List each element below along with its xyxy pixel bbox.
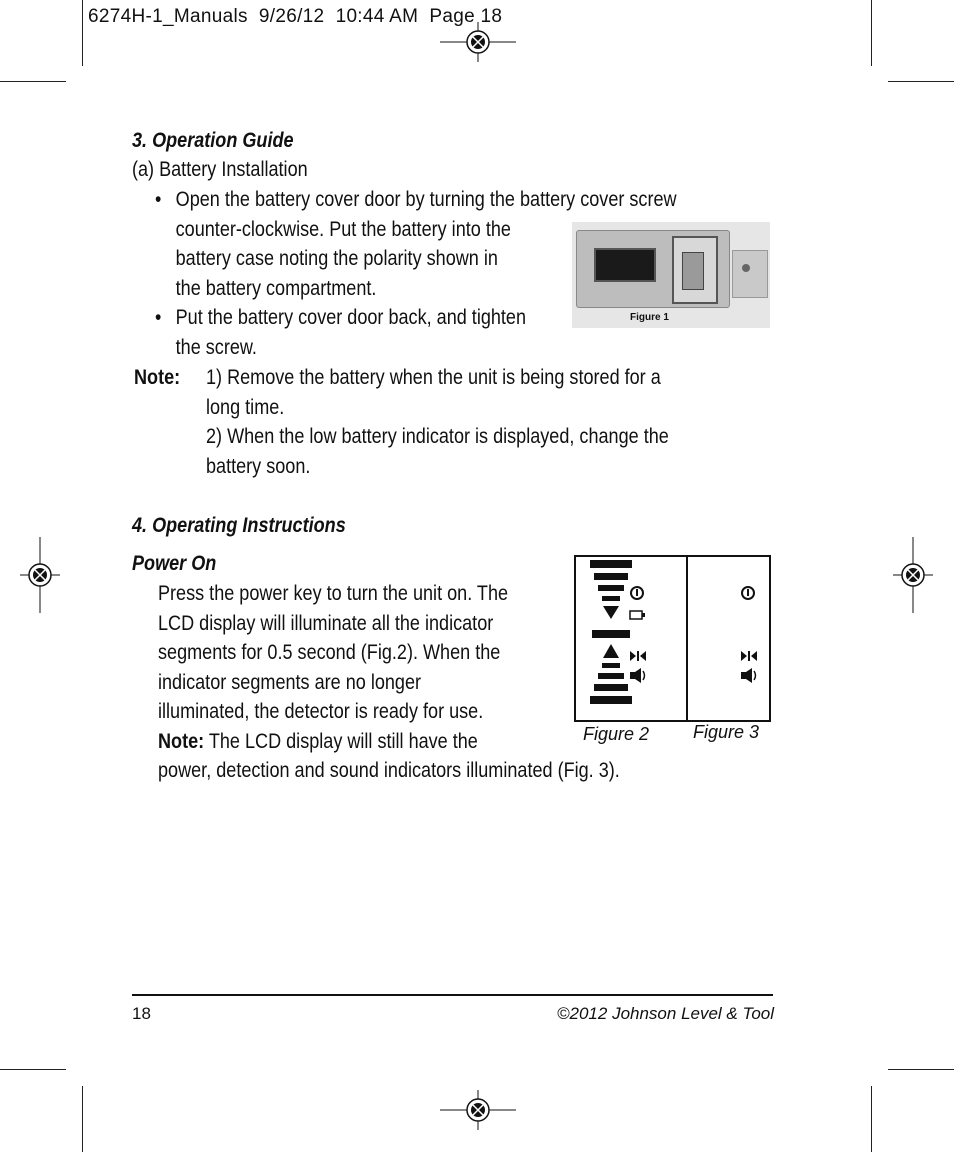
note-line: 1) Remove the battery when the unit is being stored for a: [206, 366, 661, 389]
bullet-2: [155, 303, 526, 362]
footer-rule: [132, 994, 773, 996]
lcd-segments-all: [576, 557, 686, 720]
printer-slug: 6274H-1_Manuals 9/26/12 10:44 AM Page 18: [88, 6, 503, 27]
bullet-dot: •: [155, 306, 162, 329]
section-4-heading: 4. Operating Instructions: [132, 514, 346, 537]
power-icon: [631, 587, 643, 599]
registration-mark-icon: [440, 1090, 516, 1130]
figure-3-lcd: [686, 555, 771, 722]
note-line: long time.: [206, 395, 285, 419]
power-on-paragraph: [158, 579, 620, 786]
bullet-dot: •: [155, 188, 162, 211]
power-icon: [742, 587, 754, 599]
bullet-1-line: the battery compartment.: [175, 276, 377, 300]
note-line: battery soon.: [206, 454, 311, 478]
bullet-2-line: Put the battery cover door back, and tighten: [175, 306, 527, 329]
note-line: power, detection and sound indicators illuminated (Fig. 3).: [158, 759, 620, 782]
speaker-icon: [630, 668, 645, 683]
paragraph-line: Press the power key to turn the unit on. The: [158, 582, 509, 605]
note-line: [158, 727, 620, 757]
paragraph-line: indicator segments are no longer: [158, 670, 422, 694]
speaker-icon: [741, 668, 756, 683]
registration-mark-icon: [20, 537, 60, 613]
note-line: 2) When the low battery indicator is displayed, change the: [206, 425, 669, 448]
low-battery-icon: [630, 611, 645, 619]
figure-3-caption: Figure 3: [693, 722, 760, 742]
figure-2-caption: Figure 2: [583, 724, 650, 744]
note-block: [206, 363, 669, 481]
note-label: Note:: [158, 729, 205, 753]
page-number: 18: [132, 1004, 151, 1023]
bullet-2-line: the screw.: [175, 335, 257, 359]
paragraph-line: segments for 0.5 second (Fig.2). When the: [158, 641, 501, 664]
bullet-1-line: counter-clockwise. Put the battery into the: [175, 217, 511, 241]
bullet-1-line: battery case noting the polarity shown in: [175, 247, 498, 270]
figure-1-image: [572, 222, 770, 328]
target-icon: [630, 651, 646, 661]
section-3-heading: 3. Operation Guide: [132, 129, 294, 152]
figure-1-caption: Figure 1: [630, 312, 669, 323]
registration-mark-icon: [893, 537, 933, 613]
paragraph-line: illuminated, the detector is ready for use.: [158, 700, 484, 723]
lcd-indicators: [688, 557, 769, 720]
battery-installation-subheading: (a) Battery Installation: [132, 158, 308, 181]
note-text: The LCD display will still have the: [204, 729, 478, 753]
target-icon: [741, 651, 757, 661]
note-label: Note:: [134, 366, 181, 389]
copyright: ©2012 Johnson Level & Tool: [557, 1004, 774, 1023]
power-on-subheading: Power On: [132, 552, 217, 575]
bullet-1-line: Open the battery cover door by turning the battery cover screw: [175, 188, 677, 211]
paragraph-line: LCD display will illuminate all the indicator: [158, 611, 494, 635]
figure-2-lcd: [574, 555, 688, 722]
registration-mark-icon: [440, 22, 516, 62]
